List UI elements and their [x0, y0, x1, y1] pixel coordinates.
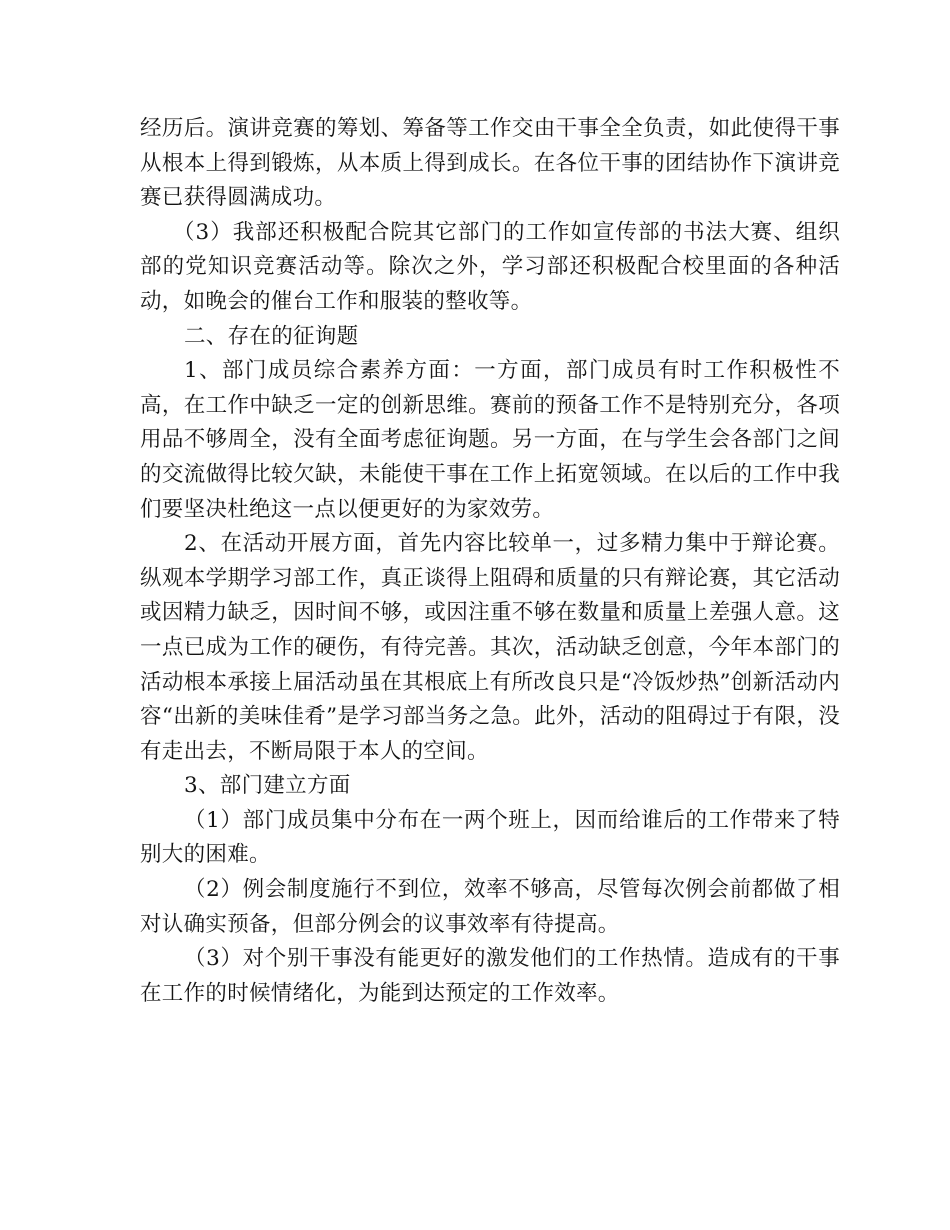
section-heading-problems: 二、存在的征询题	[184, 323, 359, 349]
paragraph-subitem-1: （1）部门成员集中分布在一两个班上，因而给谁后的工作带来了特别大的困难。	[140, 807, 840, 868]
paragraph-item-3-support: （3）我部还积极配合院其它部门的工作如宣传部的书法大赛、组织部的党知识竞赛活动等。除次之外，学习部还积极配合校里面的各种活动，如晚会的催台工作和服装的整收等。	[140, 219, 840, 314]
document-body	[140, 112, 840, 1011]
paragraph-continuation: 经历后。演讲竞赛的筹划、筹备等工作交由干事全全负责，如此使得干事从根本上得到锻炼，从本质上得到成长。在各位干事的团结协作下演讲竞赛已获得圆满成功。	[140, 116, 840, 211]
paragraph-subitem-2: （2）例会制度施行不到位，效率不够高，尽管每次例会前都做了相对认确实预备，但部分例会的议事效率有待提高。	[140, 877, 840, 937]
paragraph-subitem-3: （3）对个别干事没有能更好的激发他们的工作热情。造成有的干事在工作的时候情绪化，为能到达预定的工作效率。	[140, 946, 840, 1006]
paragraph-item-2-activities: 2、在活动开展方面，首先内容比较单一，过多精力集中于辩论赛。纵观本学期学习部工作，真正谈得上阻碍和质量的只有辩论赛，其它活动或因精力缺乏，因时间不够，或因注重不够在数量和质量上差强人意。这一点已成为工作的硬伤，有待完善。其次，活动缺乏创意，今年本部门的活动根本承接上届活动虽在其根底上有所改良只是“冷饭炒热”创新活动内容“出新的美味佳肴”是学习部当务之急。此外，活动的阻碍过于有限，没有走出去，不断局限于本人的空间。	[140, 531, 840, 764]
paragraph-item-1-quality: 1、部门成员综合素养方面：一方面，部门成员有时工作积极性不高，在工作中缺乏一定的创新思维。赛前的预备工作不是特别充分，各项用品不够周全，没有全面考虑征询题。另一方面，在与学生会各部门之间的交流做得比较欠缺，未能使干事在工作上拓宽领域。在以后的工作中我们要坚决杜绝这一点以便更好的为家效劳。	[140, 358, 840, 522]
subheading-department-building: 3、部门建立方面	[184, 773, 351, 799]
